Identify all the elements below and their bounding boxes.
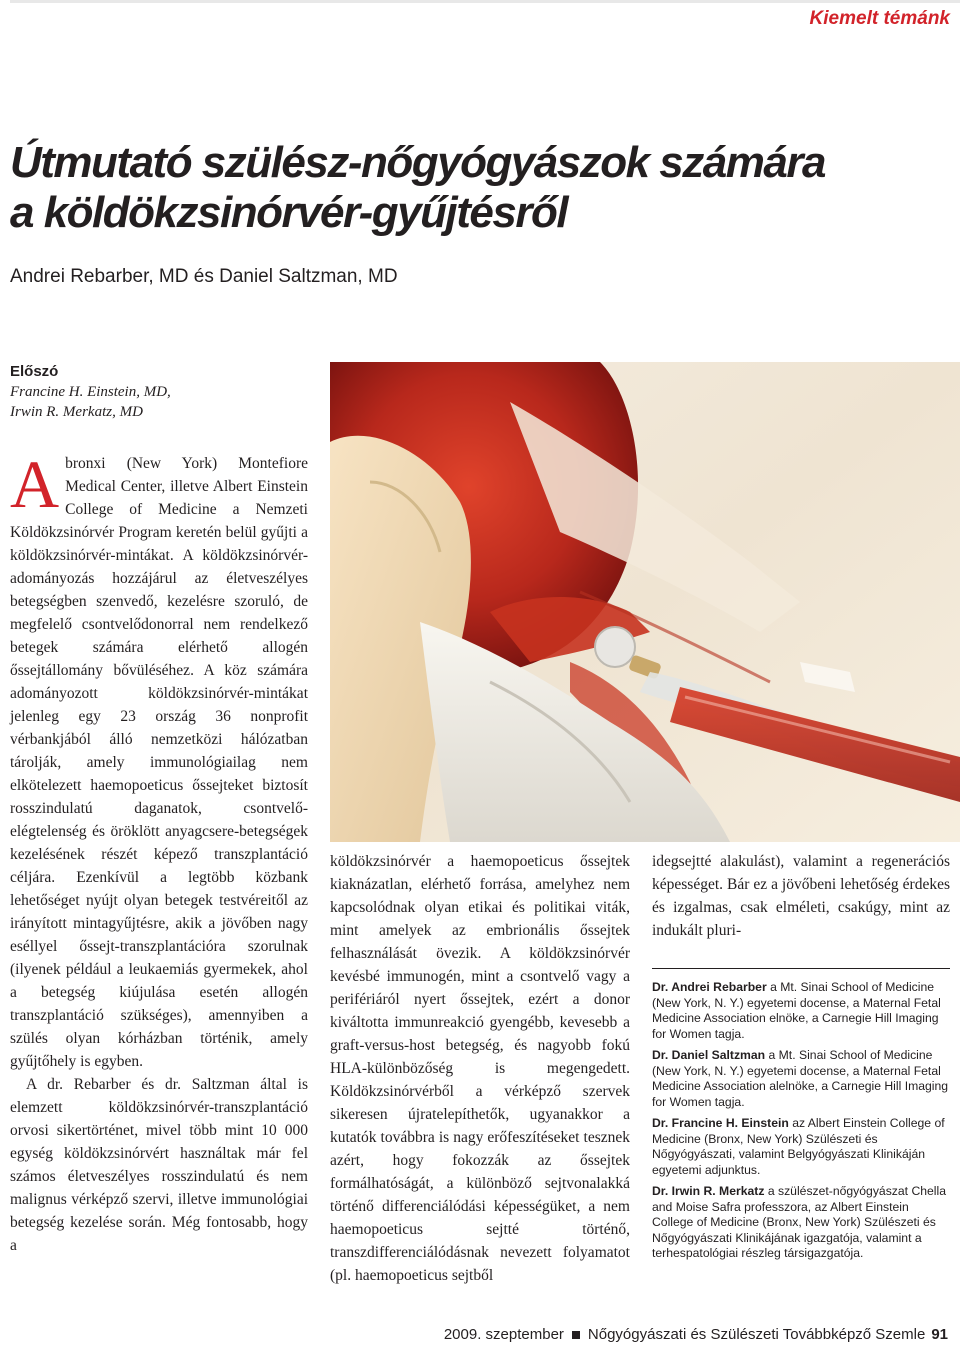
bio-divider — [652, 968, 950, 969]
bio-saltzman — [652, 1048, 952, 1110]
bio-name: Dr. Andrei Rebarber — [652, 980, 767, 994]
bio-name: Dr. Daniel Saltzman — [652, 1048, 766, 1062]
bio-text: a szülészet-nőgyógyászat Chella and Moise Safra professzora, az Albert Einstein College of Medicine (Bronx, New York) Szülészeti és Nőgyógyászati Klinikájának igazgatója, valamint a terhespatológiai részleg társigazgatója. — [652, 1184, 946, 1260]
bio-text: a Mt. Sinai School of Medicine (New York, N. Y.) egyetemi docense, a Maternal Fetal Medicine Association alelnöke, a Carnegie Hill Imaging for Women tagja. — [652, 1048, 949, 1109]
footer-journal: Nőgyógyászati és Szülészeti Továbbképző Szemle — [587, 1326, 926, 1343]
footer-date: 2009. szeptember — [443, 1326, 564, 1343]
body-column-3: idegsejtté alakulást), valamint a regenerációs képességet. Bár ez a jövőbeni lehetőség érdekes és izgalmas, csak elméleti, csakúgy, mint az indukált pluri- — [652, 853, 950, 939]
foreword-block — [10, 362, 310, 422]
foreword-author-1: Francine H. Einstein, MD, — [10, 384, 171, 400]
bio-text: a Mt. Sinai School of Medicine (New York, N. Y.) egyetemi docense, a Maternal Fetal Medicine Association elnöke, a Carnegie Hill Imaging for Women tagja. — [652, 980, 941, 1041]
drop-cap: A — [10, 446, 60, 522]
body-column-1 — [10, 446, 308, 1257]
top-rule — [10, 0, 960, 3]
article-authors: Andrei Rebarber, MD és Daniel Saltzman, MD — [10, 266, 398, 287]
section-label: Kiemelt témánk — [809, 8, 950, 29]
bio-name: Dr. Irwin R. Merkatz — [652, 1184, 765, 1198]
footer-square-icon — [572, 1331, 580, 1339]
cord-blood-bag-photo — [330, 362, 960, 842]
bio-name: Dr. Francine H. Einstein — [652, 1116, 789, 1130]
body-column-2: köldökzsinórvér a haemopoeticus őssejtek kiaknázatlan, elérhető forrása, amelyhez nem kapcsolódnak olyan etikai és politikai viták, mint amelyek az embrionális őssejtek felhasználását övezik. A köldökzsinórvér kevésbé immunogén, mint a csontvelő vagy a perifériáról nyert őssejtek, ezért a donor kiváltotta immunreakció gyengébb, kevesebb a graft-versus-host betegség, és nagyobb fokú HLA-különbözőség is megengedett. Köldökzsinórvérből a vérképző szervek sikeresen újratelepíthetők, ugyanakkor a kutatók továbbra is nagy erőfeszítéseket tesznek azért, hogy fokozzák az őssejtek formálhatóságát, a különböző sejtvonalakká történő differenciálódási képességüket, a nem haemopoeticus sejtté történő, transzdifferenciálódásnak nevezett folyamatot (pl. haemopoeticus sejtből — [330, 853, 630, 1284]
bio-einstein — [652, 1116, 952, 1178]
page-number: 91 — [931, 1326, 948, 1343]
foreword-author-2: Irwin R. Merkatz, MD — [10, 404, 143, 420]
article-title-line2: a köldökzsinórvér-gyűjtésről — [10, 188, 568, 237]
bio-merkatz — [652, 1184, 952, 1262]
body-paragraph-1: bronxi (New York) Montefiore Medical Center, illetve Albert Einstein College of Medicine a Nemzeti Köldökzsinórvér Program keretén belül gyűjti a köldökzsinórvér-mintákat. A köldökzsinórvér-adományozás hozzájárul az életveszélyes betegségben szenvedő, kezelésre szoruló, de megfelelő csontvelődonorral nem rendelkező betegek számára elérhető allogén őssejtállomány bővüléséhez. A köz számára adományozott köldökzsinórvér-mintákat jelenleg egy 23 ország 36 nonprofit vérbankjából álló nemzetközi hálózatban tárolják, amely immunológiailag nem elkötelezett haemopoeticus őssejteket biztosít rosszindulatú daganatok, csontvelő-elégtelenség és öröklött anyagcsere-betegségek kezelésének részét képező transzplantáció céljára. Ezenkívül a legtöbb közbank lehetőséget nyújt olyan betegek testvéreitől az irányított mintagyűjtésre, akik a jövőben nagy eséllyel őssejt-transzplantációra szorulnak (ilyenek például a leukaemiás gyermekek, ahol a betegség kiújulása esetén allogén transzplantáció szükséges), amennyiben a szülés olyan kórházban történik, amely gyűjtőhely is egyben. — [10, 455, 308, 1070]
page-footer — [444, 1326, 948, 1343]
article-title-line1: Útmutató szülész-nőgyógyászok számára — [10, 138, 825, 187]
author-bios — [652, 980, 952, 1268]
foreword-heading: Előszó — [10, 363, 59, 380]
article-title — [10, 138, 910, 238]
bio-rebarber — [652, 980, 952, 1042]
bio-text: az Albert Einstein College of Medicine (Bronx, New York) Szülészeti és Nőgyógyászati, valamint Belgyógyászati Klinikáján egyetemi adjunktus. — [652, 1116, 945, 1177]
body-paragraph-2: A dr. Rebarber és dr. Saltzman által is elemzett köldökzsinórvér-transzplantáció orvosi sikertörténet, mivel több mint 10 000 egység köldökzsinórvért használtak már fel számos életveszélyes rosszindulatú és nem malignus vérképző szervi, illetve immunológiai betegség kezelése során. Még fontosabb, hogy a — [10, 1076, 308, 1254]
